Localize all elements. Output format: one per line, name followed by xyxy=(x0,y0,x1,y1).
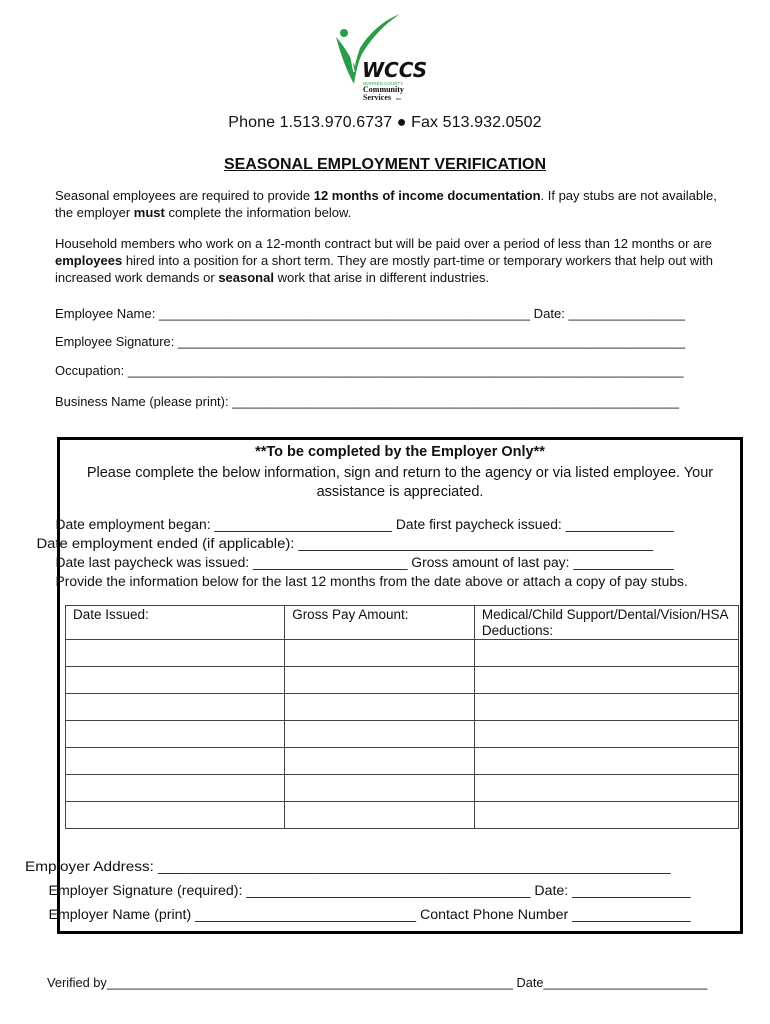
employer-name-field[interactable]: Employer Name (print) ____________________________ Contact Phone Number _______________ xyxy=(48,907,691,922)
svg-text:inc: inc xyxy=(396,96,402,101)
gross-pay-cell[interactable] xyxy=(285,802,475,829)
pay-history-table xyxy=(65,605,739,829)
date-issued-cell[interactable] xyxy=(66,748,285,775)
date-issued-cell[interactable] xyxy=(66,721,285,748)
svg-text:WARREN COUNTY: WARREN COUNTY xyxy=(363,81,404,86)
logo-wordmark: WCCS xyxy=(362,58,428,82)
gross-pay-header: Gross Pay Amount: xyxy=(285,606,475,640)
business-name-field[interactable]: Business Name (please print): ______________________________________________________________ xyxy=(55,395,679,409)
gross-pay-cell[interactable] xyxy=(285,640,475,667)
table-row xyxy=(66,775,739,802)
wccs-logo-mark xyxy=(330,12,430,104)
gross-pay-cell[interactable] xyxy=(285,694,475,721)
deductions-cell[interactable] xyxy=(474,667,738,694)
date-issued-cell[interactable] xyxy=(66,640,285,667)
deductions-cell[interactable] xyxy=(474,748,738,775)
gross-pay-cell[interactable] xyxy=(285,721,475,748)
form-title: SEASONAL EMPLOYMENT VERIFICATION xyxy=(223,156,547,173)
employee-name-field[interactable]: Employee Name: ___________________________________________________ Date: ________________ xyxy=(55,307,685,321)
date-issued-cell[interactable] xyxy=(66,802,285,829)
verified-by-field[interactable]: Verified by_________________________________________________________ Date_______________________ xyxy=(46,976,708,990)
employer-signature-field[interactable]: Employer Signature (required): ____________________________________ Date: _______________ xyxy=(48,883,691,898)
date-issued-cell[interactable] xyxy=(66,694,285,721)
table-row xyxy=(66,748,739,775)
employee-signature-field[interactable]: Employee Signature: _______________________________________________________________________ xyxy=(55,335,686,349)
wccs-logo xyxy=(330,12,430,104)
date-last-paycheck-field[interactable]: Date last paycheck was issued: ____________________ Gross amount of last pay: _____________ xyxy=(55,555,674,570)
table-header-row xyxy=(66,606,739,640)
gross-pay-cell[interactable] xyxy=(285,667,475,694)
contact-line: Phone 1.513.970.6737 ● Fax 513.932.0502 xyxy=(228,114,542,131)
intro-paragraph-1: Seasonal employees are required to provide 12 months of income documentation. If pay stubs are not available, the employer must complete the information below. xyxy=(55,188,717,220)
employer-address-field[interactable]: Employer Address: ____________________________________________________________ xyxy=(25,859,671,874)
occupation-field[interactable]: Occupation: _____________________________________________________________________________ xyxy=(55,364,684,378)
date-employment-ended-field[interactable]: Date employment ended (if applicable): ___________________________________________ xyxy=(36,536,654,551)
deductions-cell[interactable] xyxy=(474,802,738,829)
deductions-cell[interactable] xyxy=(474,775,738,802)
intro-paragraph-2: Household members who work on a 12-month contract but will be paid over a period of less than 12 months or are employees hired into a position for a short term. They are mostly part-time or temporary workers that help out with increased work demands or seasonal work that arise in different industries. xyxy=(55,236,713,285)
deductions-header: Medical/Child Support/Dental/Vision/HSA Deductions: xyxy=(474,606,738,640)
table-row xyxy=(66,802,739,829)
table-row xyxy=(66,667,739,694)
employer-section-instructions: Please complete the below information, sign and return to the agency or via listed employee. Your assistance is appreciated. xyxy=(86,465,714,500)
deductions-cell[interactable] xyxy=(474,721,738,748)
date-employment-began-field[interactable]: Date employment began: _______________________ Date first paycheck issued: ______________ xyxy=(55,517,674,532)
table-row xyxy=(66,640,739,667)
employer-section-heading: **To be completed by the Employer Only** xyxy=(255,444,545,460)
date-issued-header: Date Issued: xyxy=(66,606,285,640)
svg-text:Services: Services xyxy=(363,93,391,102)
deductions-cell[interactable] xyxy=(474,694,738,721)
provide-info-note: Provide the information below for the last 12 months from the date above or attach a copy of pay stubs. xyxy=(55,574,688,589)
date-issued-cell[interactable] xyxy=(66,667,285,694)
pay-table-body xyxy=(66,640,739,829)
date-issued-cell[interactable] xyxy=(66,775,285,802)
table-row xyxy=(66,694,739,721)
svg-text:Community: Community xyxy=(363,85,404,94)
gross-pay-cell[interactable] xyxy=(285,748,475,775)
gross-pay-cell[interactable] xyxy=(285,775,475,802)
deductions-cell[interactable] xyxy=(474,640,738,667)
table-row xyxy=(66,721,739,748)
